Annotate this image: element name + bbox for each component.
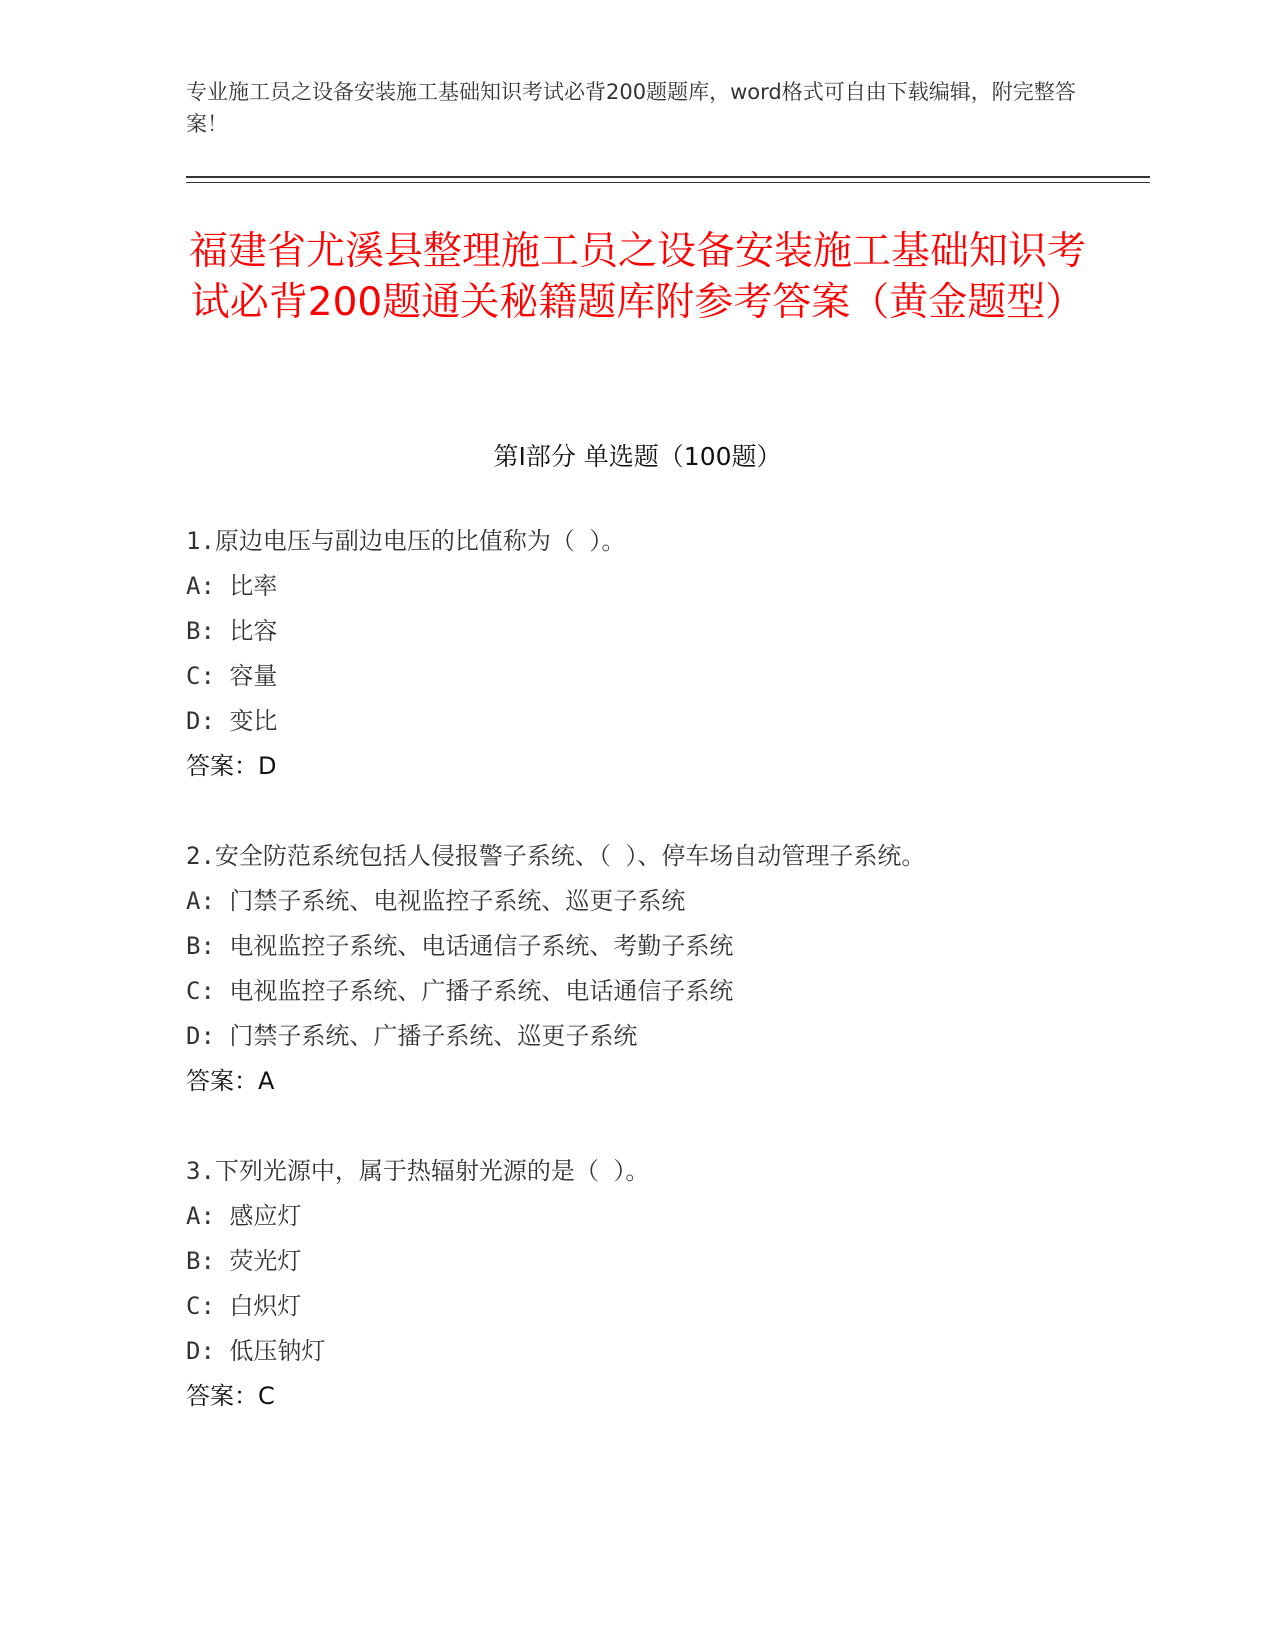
answer: 答案：C bbox=[186, 1382, 275, 1410]
question-stem: 2.安全防范系统包括人侵报警子系统、（ ）、停车场自动管理子系统。 bbox=[186, 842, 926, 870]
question-2 bbox=[186, 840, 1066, 1155]
option-d: D: 变比 bbox=[186, 707, 278, 735]
section-title: 第I部分 单选题（100题） bbox=[493, 442, 782, 471]
option-a: A: 门禁子系统、电视监控子系统、巡更子系统 bbox=[186, 887, 686, 915]
question-stem: 1.原边电压与副边电压的比值称为（ ）。 bbox=[186, 527, 626, 555]
question-list bbox=[186, 525, 1066, 1425]
option-b: B: 比容 bbox=[186, 617, 278, 645]
option-c: C: 电视监控子系统、广播子系统、电话通信子系统 bbox=[186, 977, 734, 1005]
option-c: C: 容量 bbox=[186, 662, 278, 690]
question-spacer bbox=[186, 1110, 1066, 1155]
header-divider-thin bbox=[186, 182, 1150, 183]
question-stem: 3.下列光源中，属于热辐射光源的是（ ）。 bbox=[186, 1157, 650, 1185]
document-title: 福建省尤溪县整理施工员之设备安装施工基础知识考试必背200题通关秘籍题库附参考答案（黄金题型） bbox=[188, 229, 1086, 325]
header-divider-thick bbox=[186, 176, 1150, 178]
header-note: 专业施工员之设备安装施工基础知识考试必背200题题库，word格式可自由下载编辑，附完整答案！ bbox=[186, 80, 1076, 136]
question-3 bbox=[186, 1155, 1066, 1425]
option-b: B: 电视监控子系统、电话通信子系统、考勤子系统 bbox=[186, 932, 734, 960]
answer: 答案：A bbox=[186, 1067, 275, 1095]
option-a: A: 比率 bbox=[186, 572, 278, 600]
option-d: D: 低压钠灯 bbox=[186, 1337, 326, 1365]
option-d: D: 门禁子系统、广播子系统、巡更子系统 bbox=[186, 1022, 638, 1050]
option-c: C: 白炽灯 bbox=[186, 1292, 302, 1320]
option-a: A: 感应灯 bbox=[186, 1202, 302, 1230]
question-spacer bbox=[186, 795, 1066, 840]
question-1 bbox=[186, 525, 1066, 840]
option-b: B: 荧光灯 bbox=[186, 1247, 302, 1275]
answer: 答案：D bbox=[186, 752, 277, 780]
